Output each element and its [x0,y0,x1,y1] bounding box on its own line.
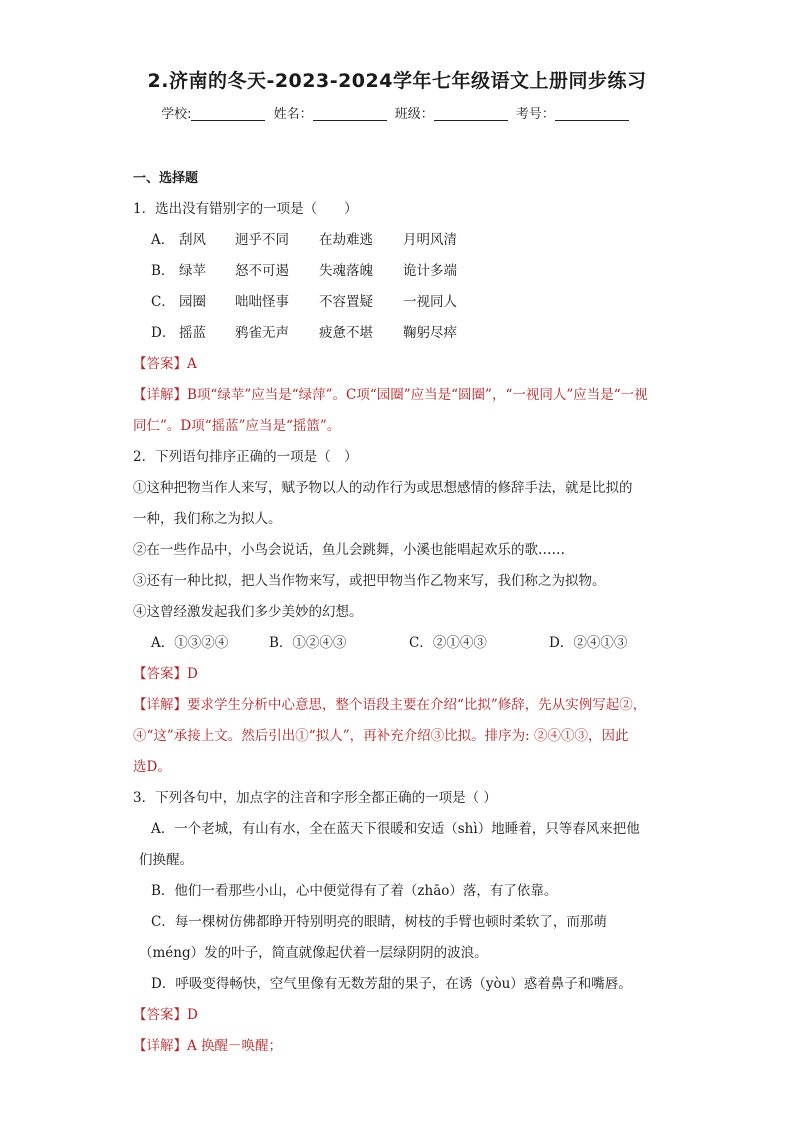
class-blank[interactable] [434,106,508,121]
q2-sentence: ①这种把物当作人来写，赋予物以人的动作行为或思想感情的修辞手法，就是比拟的 [133,480,633,496]
option-word: 咄咄怪事 [235,294,289,310]
q3-detail-line [133,1031,673,1062]
q1-detail-line: 同仁”。D项“摇蓝”应当是“摇篮”。 [133,418,341,434]
option-word: 月明风清 [403,232,457,248]
q2-sentence: ②在一些作品中，小鸟会说话，鱼儿会跳舞，小溪也能唱起欢乐的歌…… [133,542,565,558]
answer-label: 【答案】 [133,356,187,372]
option-label: D． [151,325,176,341]
q3-option-line: A．一个老城，有山有水，全在蓝天下很暖和安适（shì）地睡着，只等春风来把他 [151,821,640,837]
option-label: B． [151,263,175,279]
detail-label: 【详解】 [133,1038,187,1054]
option-word: 诡计多端 [403,263,457,279]
option-word: 失魂落魄 [319,263,373,279]
q1-detail-line [133,380,673,411]
answer-label: 【答案】 [133,666,187,682]
student-info-row [0,103,794,122]
answer-value: D [187,1007,198,1023]
detail-text: B项“绿苹”应当是“绿萍”。C项“园圈”应当是“圆圈”，“一视同人”应当是“一视 [187,387,648,403]
q3-option-line: C．每一棵树仿佛都睁开特别明亮的眼睛，树枝的手臂也顿时柔软了，而那萌 [151,914,607,930]
q2-detail-line [133,690,673,721]
q3-option-line: 们换醒。 [139,852,193,868]
option-word: 摇蓝 [179,325,206,341]
answer-value: A [187,356,197,372]
q1-option-d [133,318,673,349]
section-heading: 一、选择题 [133,171,199,186]
option-word: 刮风 [179,232,206,248]
detail-label: 【详解】 [133,697,187,713]
q2-choice-b: B．①②④③ [269,635,347,651]
q2-answer [133,659,673,690]
q2-choice-c: C．②①④③ [409,635,487,651]
q3-option-line: B．他们一看那些小山，心中便觉得有了着（zhāo）落，有了依靠。 [151,883,558,899]
option-label: A． [151,232,175,248]
option-word: 鸦雀无声 [235,325,289,341]
document-body [133,163,673,1062]
option-word: 鞠躬尽瘁 [403,325,457,341]
q2-sentence: ③还有一种比拟，把人当作物来写，或把甲物当作乙物来写，我们称之为拟物。 [133,573,606,589]
option-word: 在劫难逃 [319,232,373,248]
detail-text: 要求学生分析中心意思，整个语段主要在介绍“比拟”修辞，先从实例写起②， [187,697,647,713]
answer-value: D [187,666,198,682]
name-label: 姓名： [273,107,313,122]
exam-number-label: 考号： [515,107,555,122]
q3-option-line: D．呼吸变得畅快，空气里像有无数芳甜的果子，在诱（yòu）惑着鼻子和嘴唇。 [151,976,632,992]
q2-stem: 2．下列语句排序正确的一项是（ ） [133,449,358,465]
option-word: 绿苹 [179,263,206,279]
q2-sentence: ④这曾经激发起我们多少美妙的幻想。 [133,604,363,620]
q1-answer [133,349,673,380]
option-word: 园圈 [179,294,206,310]
option-word: 不容置疑 [319,294,373,310]
q2-choice-a: A．①③②④ [151,635,229,651]
detail-text: A 换醒－唤醒； [187,1038,283,1054]
q2-detail-line: 选D。 [133,759,171,775]
q1-option-b [133,256,673,287]
answer-label: 【答案】 [133,1007,187,1023]
school-label: 学校: [161,107,192,122]
q1-stem: 1．选出没有错别字的一项是（ ） [133,201,358,217]
option-word: 迥乎不同 [235,232,289,248]
detail-label: 【详解】 [133,387,187,403]
q1-option-a [133,225,673,256]
school-blank[interactable] [191,106,265,121]
option-word: 疲惫不堪 [319,325,373,341]
option-word: 一视同人 [403,294,457,310]
q2-detail-line: ④“这”承接上文。然后引出①“拟人”，再补充介绍③比拟。排序为: ②④①③，因此 [133,728,629,744]
page-title: 2.济南的冬天-2023-2024学年七年级语文上册同步练习 [147,70,647,92]
name-blank[interactable] [313,106,387,121]
q1-option-c [133,287,673,318]
q2-choice-d: D．②④①③ [549,635,628,651]
q2-sentence: 一种，我们称之为拟人。 [133,511,282,527]
q3-answer [133,1000,673,1031]
exam-number-blank[interactable] [555,106,629,121]
q3-stem: 3．下列各句中，加点字的注音和字形全都正确的一项是（ ） [133,790,497,806]
q2-choices [133,628,673,659]
option-word: 怒不可遏 [235,263,289,279]
option-label: C． [151,294,175,310]
class-label: 班级： [394,107,434,122]
q3-option-line: （méng）发的叶子，简直就像起伏着一层绿阴阴的波浪。 [139,945,488,961]
